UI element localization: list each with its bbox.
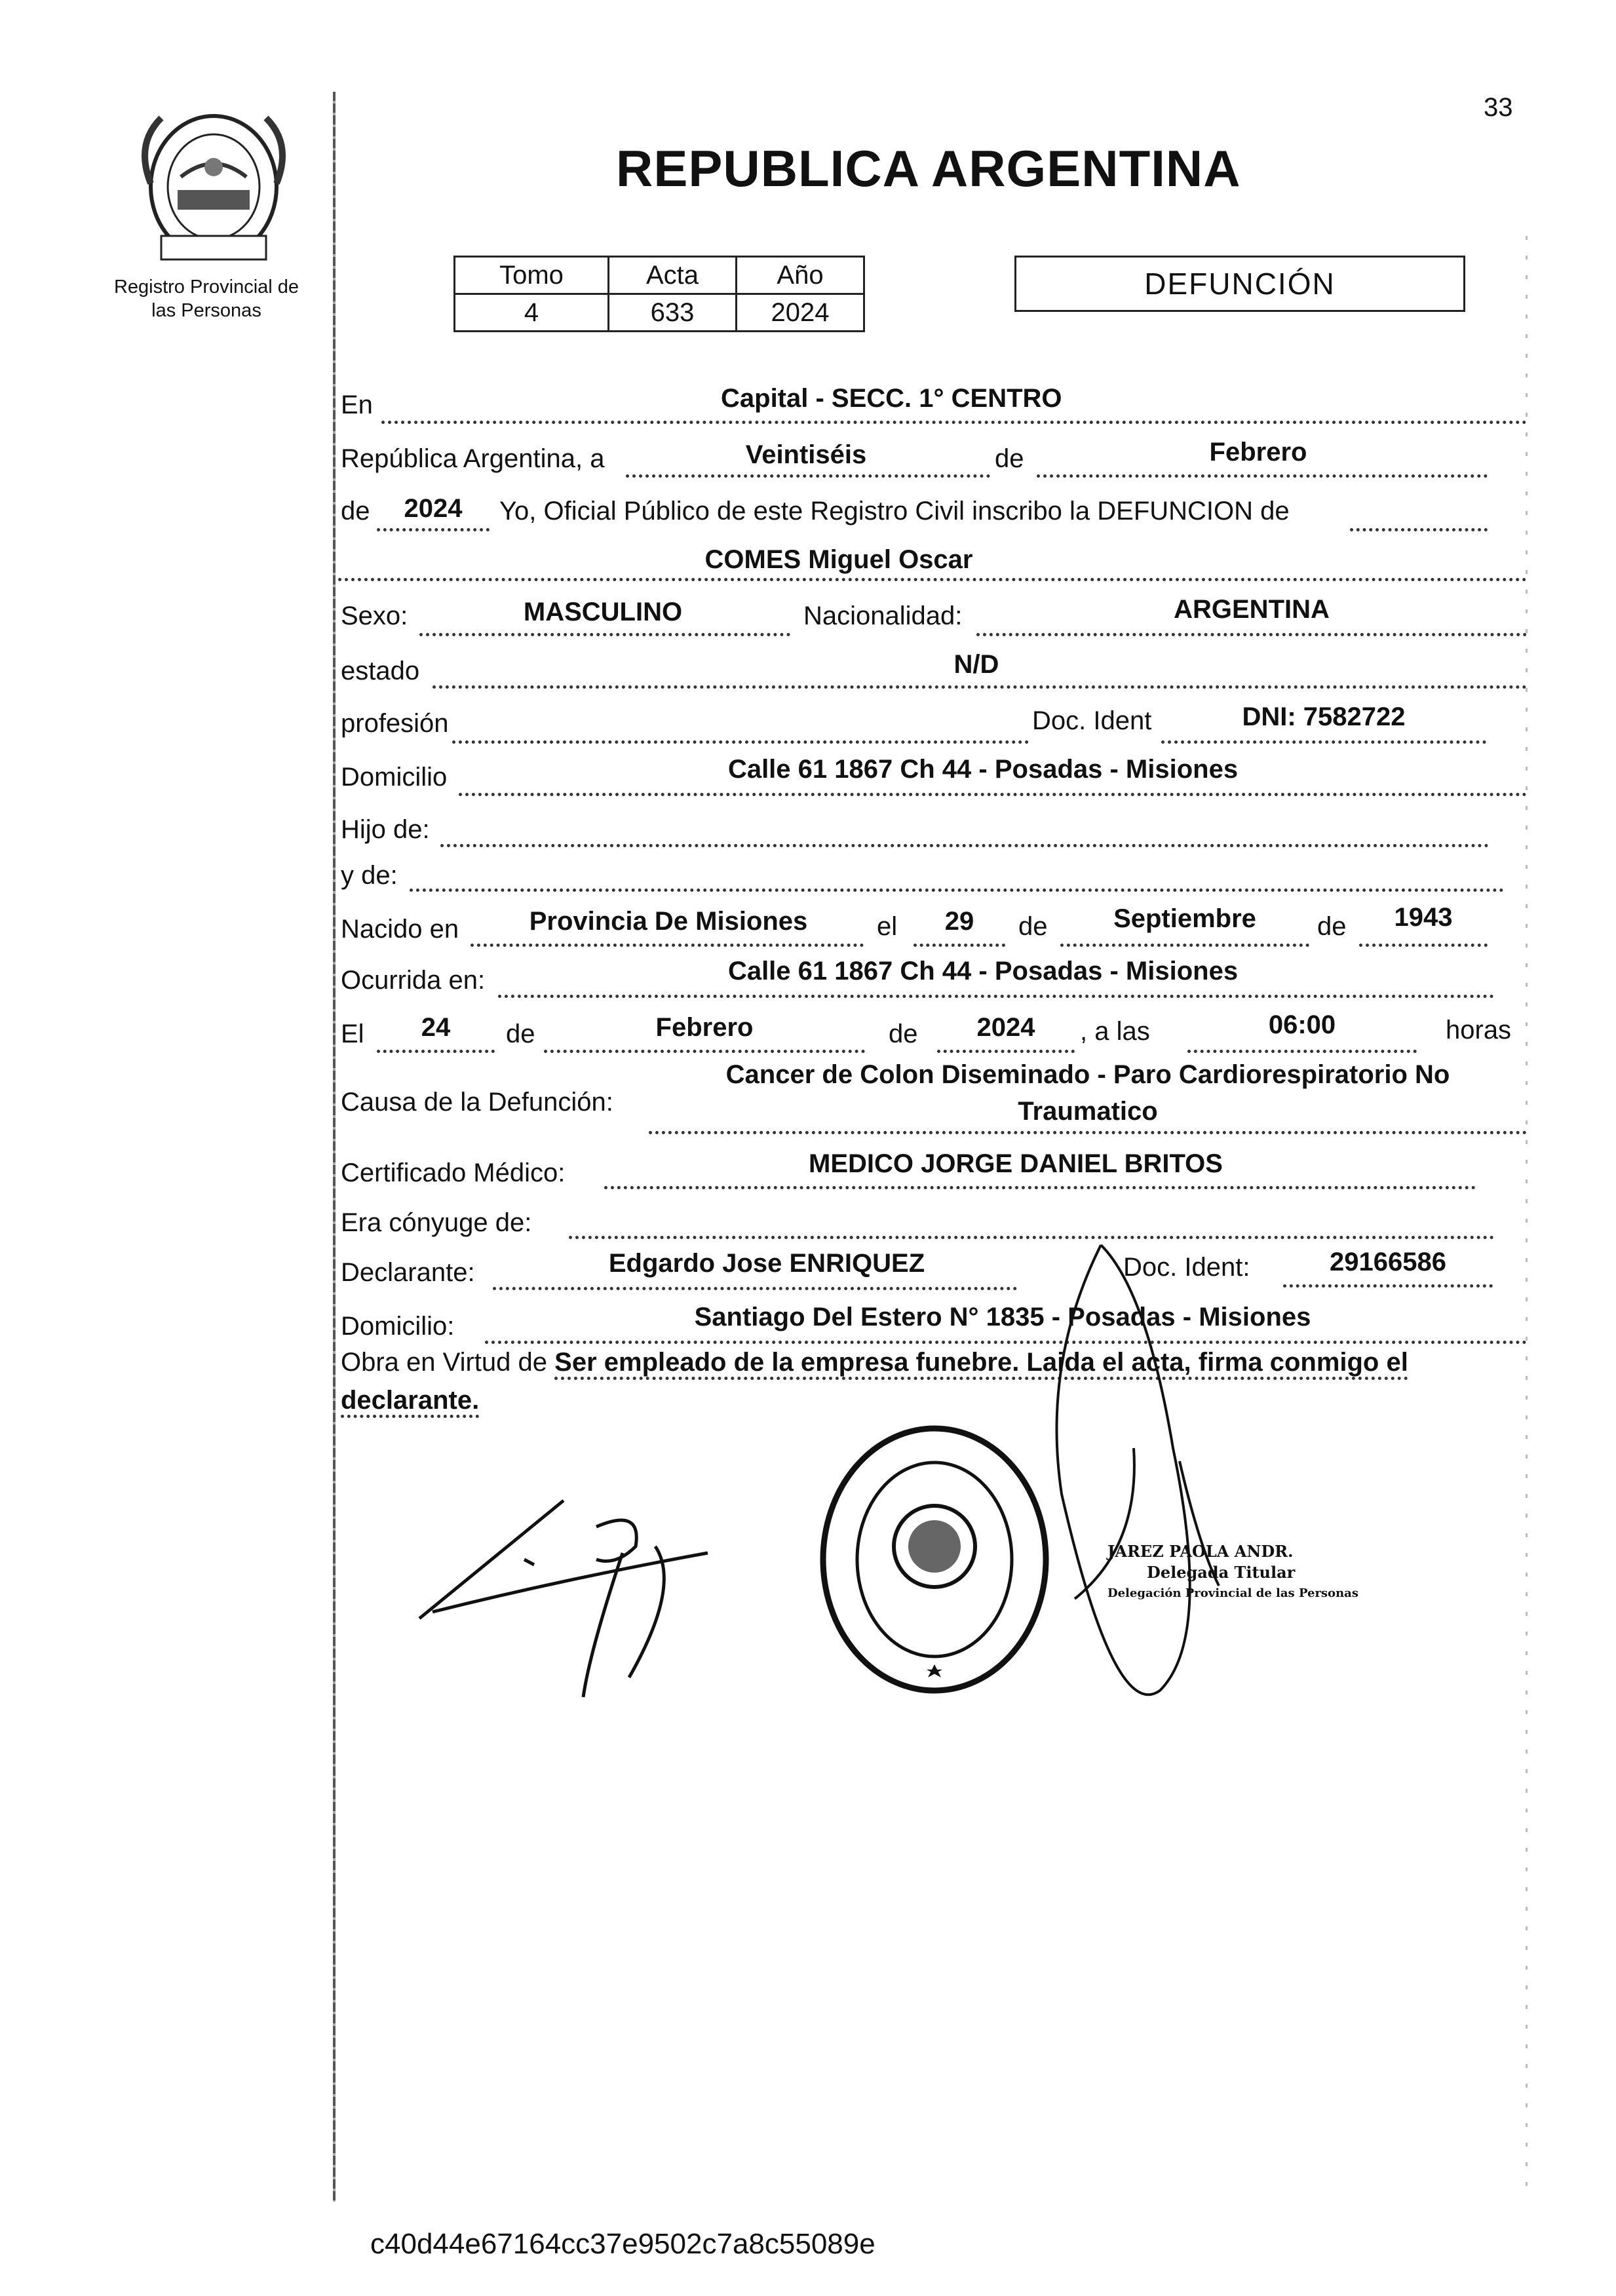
- signatory-position: Delegada Titular: [1147, 1563, 1296, 1582]
- record-table-header-row: [455, 257, 864, 294]
- dotted-line: [338, 578, 1527, 581]
- obra-value: Ser empleado de la empresa funebre. Laida el acta, firma conmigo el declarante.: [341, 1348, 1408, 1418]
- dotted-line: [544, 1050, 865, 1053]
- decl-domicilio-label: Domicilio:: [341, 1312, 455, 1341]
- nacido-en-label: Nacido en: [341, 915, 459, 944]
- doc-ident-value: DNI: 7582722: [1242, 702, 1406, 731]
- dotted-line: [1037, 474, 1488, 478]
- decl-doc-ident-label: Doc. Ident:: [1123, 1253, 1250, 1282]
- document-hash: c40d44e67164cc37e9502c7a8c55089e: [370, 2228, 875, 2260]
- record-table-value-row: [455, 294, 864, 332]
- dotted-line: [419, 633, 790, 636]
- dotted-line: [976, 633, 1527, 636]
- dotted-line: [459, 793, 1527, 796]
- causa-value-line1: Cancer de Colon Diseminado - Paro Cardiorespiratorio No: [725, 1060, 1450, 1089]
- de-label: de: [1317, 912, 1347, 941]
- page-number: 33: [1484, 93, 1513, 122]
- certificado-medico-label: Certificado Médico:: [341, 1158, 566, 1187]
- dotted-line: [471, 944, 864, 947]
- hijo-de-label: Hijo de:: [341, 815, 430, 844]
- de-label: de: [341, 497, 370, 526]
- province-seal-logo: [115, 105, 312, 269]
- death-month-value: Febrero: [655, 1013, 754, 1042]
- death-year-value: 2024: [976, 1013, 1035, 1042]
- causa-value-line2: Traumatico: [1018, 1097, 1158, 1126]
- signatory-name: JAREZ PAOLA ANDR.: [1107, 1542, 1294, 1561]
- dotted-line: [1283, 1284, 1493, 1288]
- obra-label: Obra en Virtud de: [341, 1348, 548, 1377]
- dotted-line: [649, 1131, 1527, 1134]
- signatory-block: [1107, 1541, 1358, 1604]
- header-acta: Acta: [609, 257, 737, 294]
- el-label: el: [877, 912, 898, 941]
- birth-month-value: Septiembre: [1113, 904, 1256, 933]
- horas-label: horas: [1446, 1016, 1512, 1044]
- document-title: REPUBLICA ARGENTINA: [616, 140, 1241, 197]
- dotted-line: [377, 1050, 495, 1053]
- dotted-line: [914, 944, 1005, 947]
- a-las-label: , a las: [1080, 1017, 1150, 1046]
- en-label: En: [341, 391, 373, 419]
- year-value: 2024: [404, 494, 463, 523]
- dotted-line: [1161, 740, 1486, 744]
- decl-doc-ident-value: 29166586: [1330, 1248, 1446, 1276]
- death-time-value: 06:00: [1268, 1010, 1336, 1039]
- nacionalidad-label: Nacionalidad:: [803, 602, 963, 630]
- right-margin-line: [1526, 236, 1528, 2202]
- dotted-line: [410, 889, 1504, 892]
- sexo-value: MASCULINO: [523, 598, 683, 626]
- conyuge-label: Era cónyuge de:: [341, 1208, 532, 1237]
- header-tomo: Tomo: [455, 257, 609, 294]
- domicilio-value: Calle 61 1867 Ch 44 - Posadas - Misiones: [727, 755, 1239, 784]
- de-label: de: [995, 444, 1024, 473]
- dotted-line: [937, 1050, 1075, 1053]
- left-margin-line: [333, 92, 336, 2202]
- signatory-office: Delegación Provincial de las Personas: [1107, 1586, 1358, 1600]
- birth-year-value: 1943: [1394, 903, 1453, 932]
- issuer-name-line1: Registro Provincial de: [113, 277, 299, 297]
- dotted-line: [440, 844, 1489, 847]
- record-table: [453, 256, 865, 332]
- value-anio: 2024: [737, 294, 864, 332]
- value-acta: 633: [609, 294, 737, 332]
- declarante-label: Declarante:: [341, 1258, 475, 1287]
- dotted-line: [626, 474, 990, 478]
- birth-day-value: 29: [944, 907, 974, 936]
- issuer-name: [98, 275, 315, 322]
- deceased-name: COMES Miguel Oscar: [704, 545, 973, 574]
- dotted-line: [377, 528, 490, 531]
- declarante-value: Edgardo Jose ENRIQUEZ: [608, 1249, 925, 1278]
- nacido-en-value: Provincia De Misiones: [529, 907, 808, 936]
- estado-label: estado: [341, 657, 420, 685]
- official-stamp: [810, 1415, 1059, 1707]
- profesion-label: profesión: [341, 709, 449, 738]
- sexo-label: Sexo:: [341, 602, 408, 630]
- de-label: de: [889, 1020, 918, 1048]
- en-value: Capital - SECC. 1° CENTRO: [721, 384, 1062, 413]
- decl-domicilio-value: Santiago Del Estero N° 1835 - Posadas - Misiones: [694, 1303, 1311, 1331]
- nacionalidad-value: ARGENTINA: [1174, 595, 1330, 624]
- dotted-line: [433, 685, 1527, 689]
- certificado-medico-value: MEDICO JORGE DANIEL BRITOS: [809, 1149, 1223, 1178]
- y-de-label: y de:: [341, 861, 398, 890]
- value-tomo: 4: [455, 294, 609, 332]
- declarant-signature: [393, 1481, 721, 1720]
- death-day-value: 24: [421, 1013, 451, 1042]
- issuer-name-line2: las Personas: [151, 300, 261, 321]
- dotted-line: [452, 740, 1029, 744]
- day-value: Veintiséis: [745, 440, 867, 469]
- doc-ident-label: Doc. Ident: [1032, 706, 1152, 735]
- dotted-line: [604, 1186, 1476, 1189]
- de-label: de: [506, 1020, 535, 1048]
- dotted-line: [569, 1236, 1494, 1239]
- estado-value: N/D: [953, 650, 999, 679]
- dotted-line: [381, 421, 1527, 424]
- dotted-line: [1060, 944, 1309, 947]
- de-label: de: [1018, 912, 1048, 941]
- el-label: El: [341, 1020, 364, 1048]
- republica-label: República Argentina, a: [341, 444, 605, 473]
- dotted-line: [498, 995, 1494, 998]
- causa-label: Causa de la Defunción:: [341, 1088, 613, 1117]
- dotted-line: [1359, 944, 1488, 947]
- officer-text: Yo, Oficial Público de este Registro Civil inscribo la DEFUNCION de: [499, 497, 1290, 526]
- dotted-line: [1187, 1050, 1417, 1053]
- ocurrida-en-label: Ocurrida en:: [341, 966, 486, 995]
- domicilio-label: Domicilio: [341, 763, 448, 792]
- ocurrida-en-value: Calle 61 1867 Ch 44 - Posadas - Misiones: [727, 957, 1239, 985]
- official-signature: [1035, 1232, 1311, 1733]
- month-value: Febrero: [1209, 438, 1307, 467]
- record-type-box: DEFUNCIÓN: [1014, 256, 1465, 312]
- header-anio: Año: [737, 257, 864, 294]
- dotted-line: [493, 1287, 1017, 1290]
- dotted-line: [1350, 528, 1488, 531]
- obra-en-virtud-paragraph: [341, 1343, 1520, 1419]
